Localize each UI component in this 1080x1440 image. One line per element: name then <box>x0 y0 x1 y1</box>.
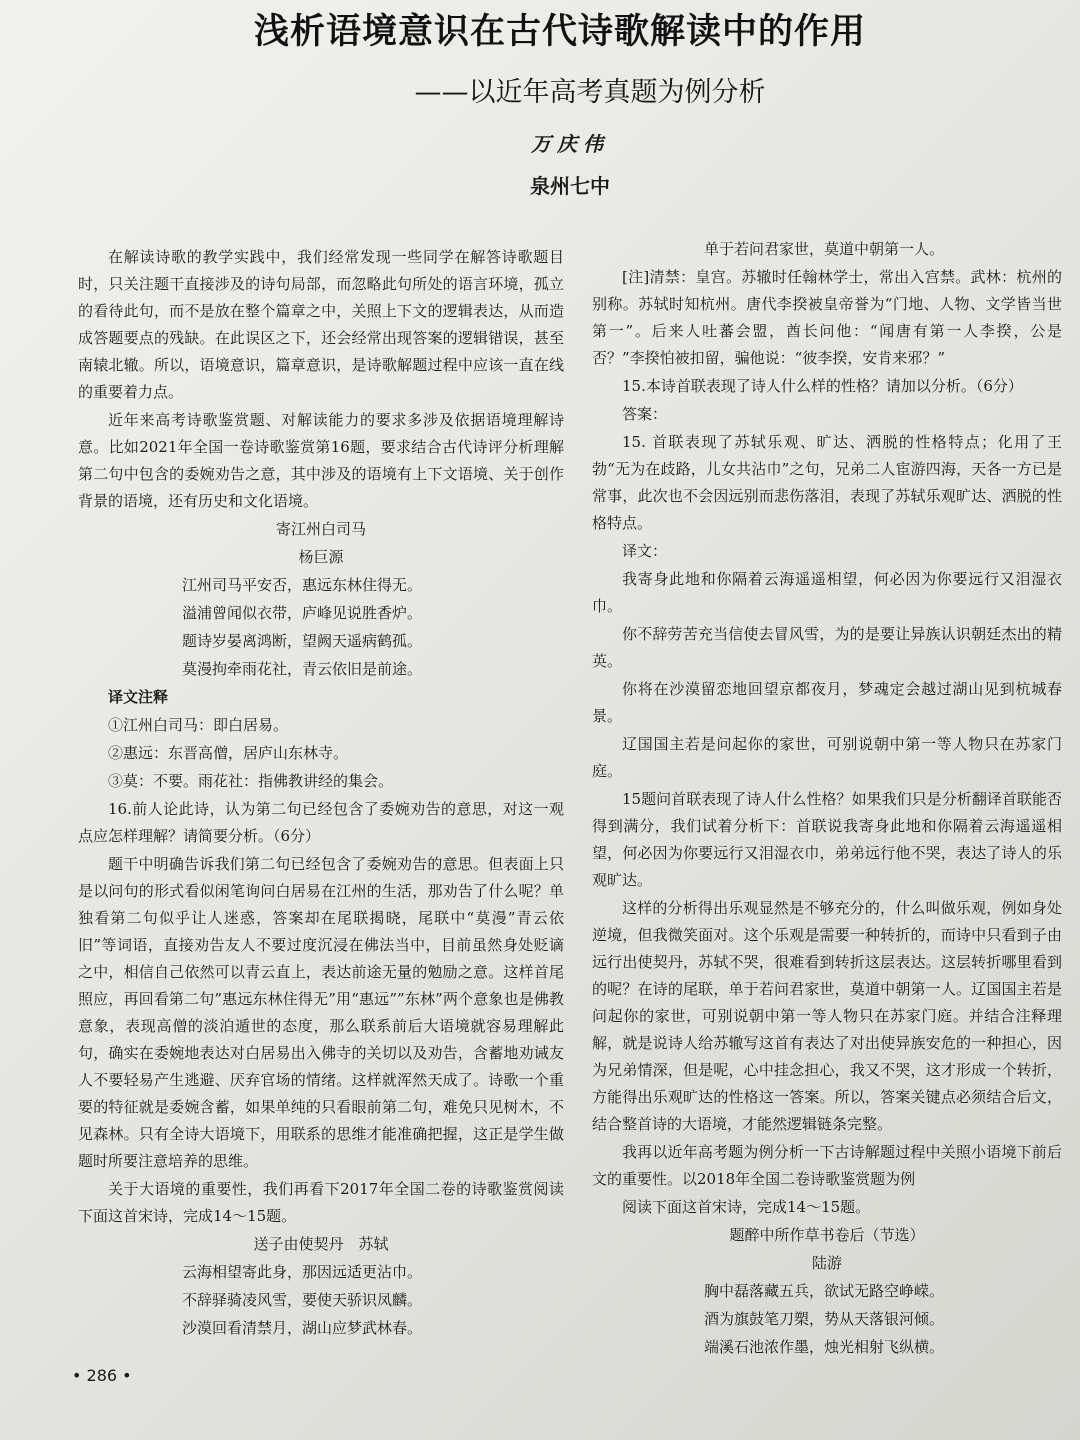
intro-paragraph: 在解读诗歌的教学实践中，我们经常发现一些同学在解答诗歌题目时，只关注题干直接涉及的诗句局部，而忽略此句所处的语言环境，孤立的看待此句，而不是放在整个篇章之中，关照上下文的逻辑表达，从而造成答题要点的残缺。在此误区之下，还会经常出现答案的逻辑错误，甚至南辕北辙。所以，语境意识，篇章意识，是诗歌解题过程中应该一直在线的重要着力点。 <box>78 248 564 401</box>
author-name: 万庆伟 <box>531 132 609 156</box>
paragraph-2017-exam: 关于大语境的重要性，我们再看下2017年全国二卷的诗歌鉴赏阅读下面这首宋诗，完成14～15题。 <box>78 1180 564 1225</box>
poem-line: 溢浦曾闻似衣带，庐峰见说胜香炉。 <box>182 604 423 622</box>
paragraph-2021-exam: 近年来高考诗歌鉴赏题、对解读能力的要求多涉及依据语境理解诗意。比如2021年全国一卷诗歌鉴赏第16题，要求结合古代诗评分析理解第二句中包含的委婉劝告之意，其中涉及的语境有上下文语境、关于创作背景的语境，还有历史和文化语境。 <box>78 411 564 510</box>
poem-note: [注]清禁：皇宫。苏辙时任翰林学士，常出入宫禁。武林：杭州的别称。苏轼时知杭州。唐代李揆被皇帝誉为“门地、人物、文学皆当世第一”。后来人吐蕃会盟，酋长问他：“闻唐有第一人李揆，公是否？”李揆怕被扣留，骗他说：“彼李揆，安肯来邪？” <box>592 268 1062 367</box>
poem-line: 沙漠回看清禁月，湖山应梦武林春。 <box>182 1319 423 1337</box>
article-subtitle: ——以近年高考真题为例分析 <box>414 77 766 108</box>
answer-text: 15. 首联表现了苏轼乐观、旷达、洒脱的性格特点；化用了王勃“无为在歧路，儿女共沾巾”之句，兄弟二人宦游四海，天各一方已是常事，此次也不会因远别而悲伤落泪，表现了苏轼乐观旷达、洒脱的性格特点。 <box>592 433 1062 532</box>
right-column <box>592 236 1062 1366</box>
analysis-paragraph: 这样的分析得出乐观显然是不够充分的，什么叫做乐观，例如身处逆境，但我微笑面对。这个乐观是需要一种转折的，而诗中只看到子由远行出使契丹，苏轼不哭，很难看到转折这层表达。这层转折哪里看到的呢？在诗的尾联，单于若问君家世，莫道中朝第一人。辽国国主若是问起你的家世，可别说朝中第一等人物只在苏家门庭。并结合注释理解，就是说诗人给苏辙写这首有表达了对出使异族安危的一种担心，因为兄弟情深，但是呢，心中挂念担心，我又不哭，这才形成一个转折，方能得出乐观旷达的性格这一答案。所以，答案关键点必须结合后文，结合整首诗的大语境，才能然逻辑链条完整。 <box>592 899 1062 1133</box>
page-number: • 286 • <box>72 1366 132 1385</box>
translation-line: 辽国国主若是问起你的家世，可别说朝中第一等人物只在苏家门庭。 <box>592 735 1062 780</box>
annotation-item: ②惠远：东晋高僧，居庐山东林寺。 <box>108 744 349 762</box>
exam-question: 15.本诗首联表现了诗人什么样的性格？请加以分析。（6分） <box>622 377 1023 395</box>
paragraph-2018-exam: 我再以近年高考题为例分析一下古诗解题过程中关照小语境下前后文的重要性。以2018年全国二卷诗歌鉴赏题为例 <box>592 1143 1062 1188</box>
annotation-item: ①江州白司马：即白居易。 <box>108 716 289 734</box>
analysis-paragraph: 题干中明确告诉我们第二句已经包含了委婉劝告的意思。但表面上只是以问句的形式看似闲笔询问白居易在江州的生活，那劝告了什么呢？单独看第二句似乎让人迷惑，答案却在尾联揭晓，尾联中“莫漫”青云依旧”等词语，直接劝告友人不要过度沉浸在佛法当中，目前虽然身处贬谪之中，相信自己依然可以青云直上，表达前途无量的勉励之意。这样首尾照应，再回看第二句”惠远东林住得无”用“惠远””东林”两个意象也是佛教意象，表现高僧的淡泊遁世的态度，那么联系前后大语境就容易理解此句，确实在委婉地表达对白居易出入佛寺的关切以及劝告，含蓄地劝诫友人不要轻易产生逃避、厌弃官场的情绪。这样就浑然天成了。诗歌一个重要的特征就是委婉含蓄，如果单纯的只看眼前第二句，难免只见树木，不见森林。只有全诗大语境下，用联系的思维才能准确把握，这正是学生做题时所要注意培养的思维。 <box>78 855 564 1170</box>
translation-label: 译文： <box>622 542 668 560</box>
answer-label: 答案： <box>622 405 668 423</box>
analysis-paragraph: 15题问首联表现了诗人什么性格？如果我们只是分析翻译首联能否得到满分，我们试着分析下：首联说我寄身此地和你隔着云海遥遥相望，何必因为你要远行又泪湿衣巾，弟弟远行他不哭，表达了诗人的乐观旷达。 <box>592 790 1062 889</box>
annotations-heading: 译文注释 <box>108 688 169 706</box>
translation-line: 你将在沙漠留恋地回望京都夜月，梦魂定会越过湖山见到杭城春景。 <box>592 680 1062 725</box>
poem-line: 江州司马平安否，惠远东林住得无。 <box>182 576 423 594</box>
poem-line: 单于若问君家世，莫道中朝第一人。 <box>704 240 945 258</box>
poem-line: 云海相望寄此身，那因远适更沾巾。 <box>182 1263 423 1281</box>
poem-line: 题诗岁晏离鸿断，望阙天遥病鹤孤。 <box>182 632 423 650</box>
poem-author: 陆游 <box>811 1254 842 1272</box>
article-title: 浅析语境意识在古代诗歌解读中的作用 <box>253 12 866 52</box>
translation-line: 你不辞劳苦充当信使去冒风雪，为的是要让异族认识朝廷杰出的精英。 <box>592 625 1062 670</box>
instruction-line: 阅读下面这首宋诗，完成14～15题。 <box>622 1198 871 1216</box>
poem-title: 题醉中所作草书卷后（节选） <box>729 1226 925 1244</box>
poem-title: 寄江州白司马 <box>275 520 366 538</box>
translation-line: 我寄身此地和你隔着云海遥遥相望，何必因为你要远行又泪湿衣巾。 <box>592 570 1062 615</box>
annotation-item: ③莫：不要。雨花社：指佛教讲经的集会。 <box>108 772 394 790</box>
left-column <box>78 244 564 1364</box>
poem-line: 莫漫拘牵雨花社，青云依旧是前途。 <box>182 660 423 678</box>
author-affiliation: 泉州七中 <box>530 174 610 198</box>
poem-line: 不辞驿骑凌风雪，要使天骄识凤麟。 <box>182 1291 423 1309</box>
poem-line: 胸中磊落藏五兵，欲试无路空峥嵘。 <box>704 1282 945 1300</box>
poem-line: 端溪石池浓作墨，烛光相射飞纵横。 <box>704 1338 945 1356</box>
poem-line: 酒为旗鼓笔刀槊，势从天落银河倾。 <box>704 1310 945 1328</box>
poem-title: 送子由使契丹 苏轼 <box>253 1235 389 1253</box>
exam-question: 16.前人论此诗，认为第二句已经包含了委婉劝告的意思，对这一观点应怎样理解？请简要分析。（6分） <box>78 800 564 845</box>
poem-author: 杨巨源 <box>298 548 344 566</box>
